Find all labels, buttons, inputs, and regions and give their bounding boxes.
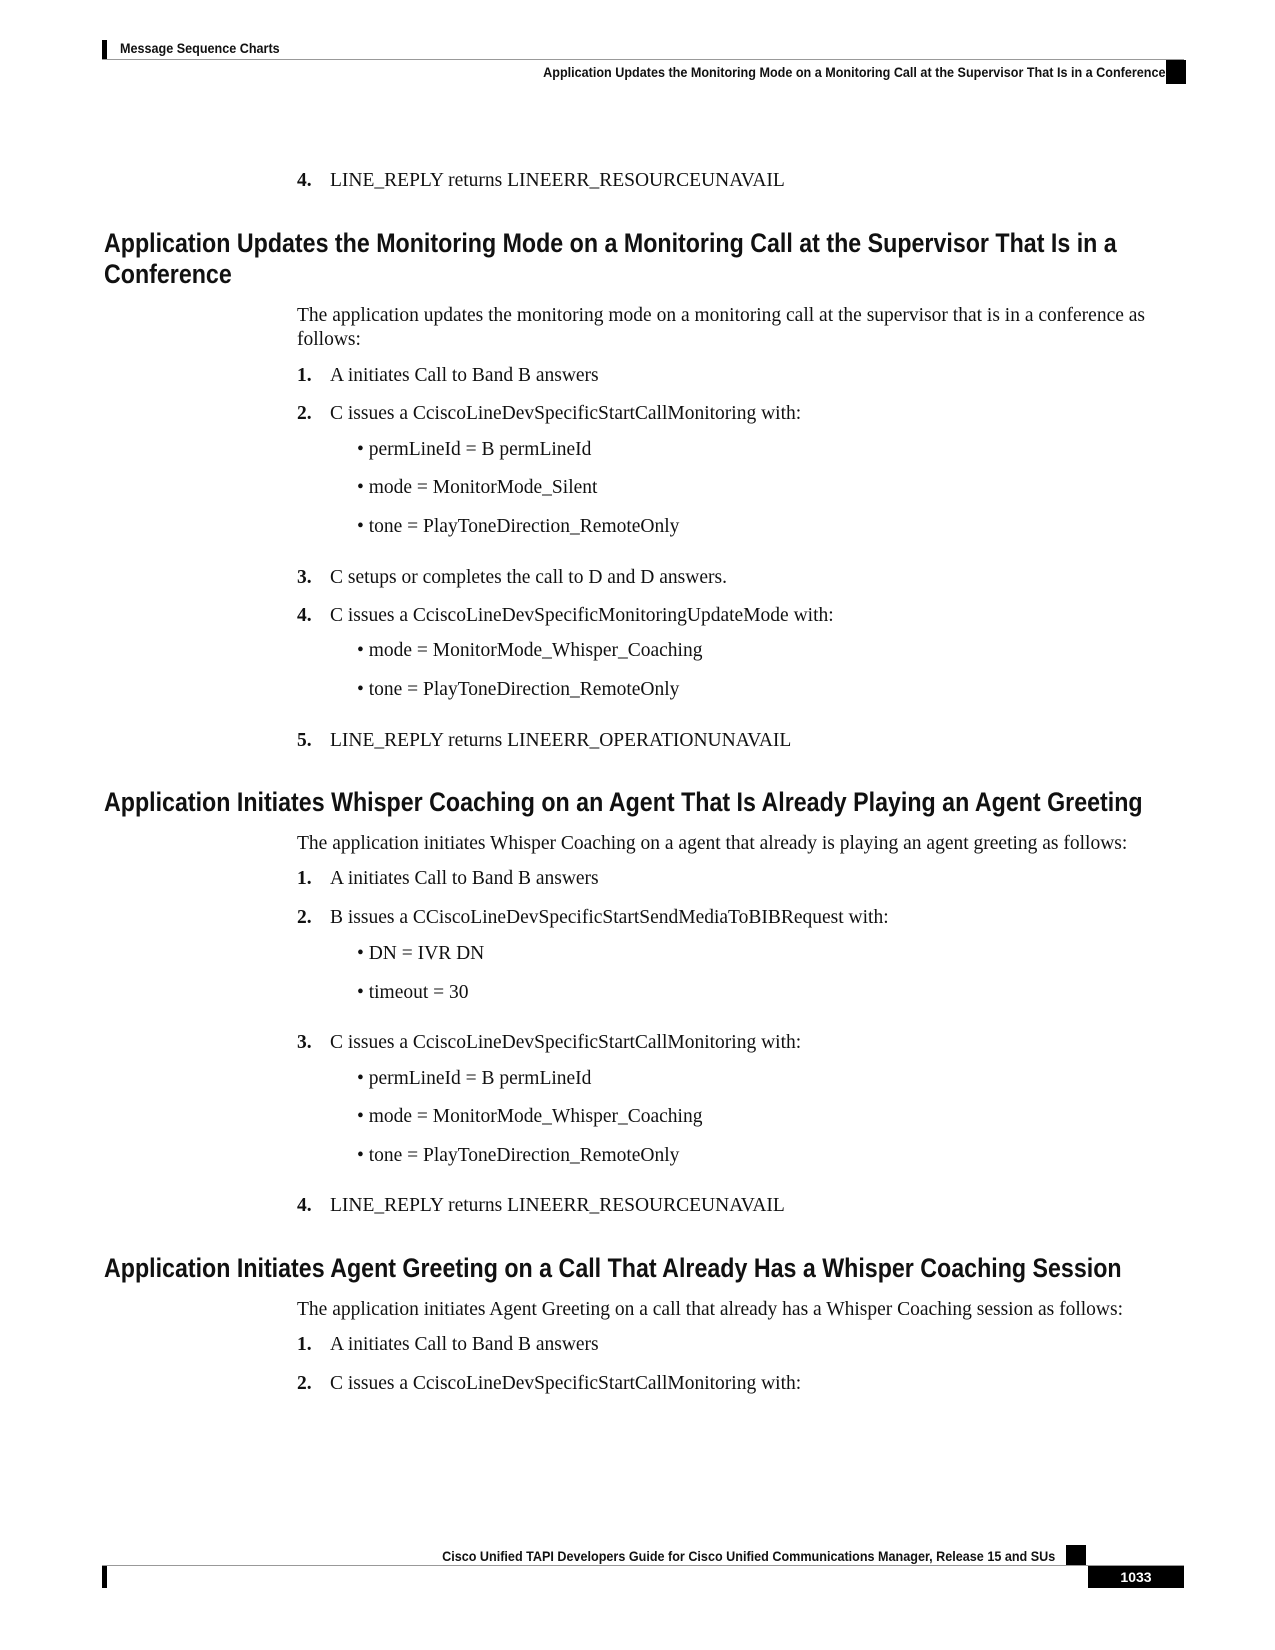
bullet-item: • tone = PlayToneDirection_RemoteOnly <box>357 516 680 537</box>
step-text: C issues a CciscoLineDevSpecificMonitoringUpdateMode with: <box>330 605 834 626</box>
footer-guide-title: Cisco Unified TAPI Developers Guide for Cisco Unified Communications Manager, Release 15 and SUs <box>441 1548 1055 1564</box>
step-number: 3. <box>297 567 312 588</box>
header-section-title: Application Updates the Monitoring Mode on a Monitoring Call at the Supervisor That Is in a Conference <box>542 64 1165 80</box>
bullet-item: • permLineId = B permLineId <box>357 439 592 460</box>
step-text: A initiates Call to Band B answers <box>330 1334 599 1355</box>
step-text: C issues a CciscoLineDevSpecificStartCallMonitoring with: <box>330 403 802 424</box>
step-number: 2. <box>297 907 312 928</box>
section-heading: Application Initiates Whisper Coaching on an Agent That Is Already Playing an Agent Greeting <box>104 787 1143 817</box>
list-item <box>297 866 599 891</box>
step-number: 4. <box>297 170 312 191</box>
step-number: 2. <box>297 403 312 424</box>
step-number: 1. <box>297 365 312 386</box>
list-item <box>297 1371 801 1396</box>
step-text: A initiates Call to Band B answers <box>330 868 599 889</box>
bullet-item: • mode = MonitorMode_Silent <box>357 477 598 498</box>
step-number: 1. <box>297 868 312 889</box>
section-heading-continued: Conference <box>104 259 232 289</box>
step-number: 5. <box>297 730 312 751</box>
step-number: 1. <box>297 1334 312 1355</box>
bullet-item: • timeout = 30 <box>357 982 469 1003</box>
step-text: C issues a CciscoLineDevSpecificStartCallMonitoring with: <box>330 1032 802 1053</box>
list-item <box>297 168 785 193</box>
list-item <box>297 363 599 388</box>
list-item <box>297 1030 801 1055</box>
footer-left-bar <box>102 1566 107 1588</box>
step-text: C issues a CciscoLineDevSpecificStartCallMonitoring with: <box>330 1373 802 1394</box>
bullet-item: • mode = MonitorMode_Whisper_Coaching <box>357 640 703 661</box>
section-intro: The application updates the monitoring mode on a monitoring call at the supervisor that is in a conference as <box>297 305 1146 326</box>
step-number: 2. <box>297 1373 312 1394</box>
page-number: 1033 <box>1088 1566 1184 1588</box>
list-item <box>297 401 801 426</box>
footer-block <box>1066 1545 1086 1565</box>
bullet-item: • permLineId = B permLineId <box>357 1068 592 1089</box>
header-rule <box>102 59 1184 60</box>
list-item <box>297 1332 599 1357</box>
bullet-item: • DN = IVR DN <box>357 943 485 964</box>
step-text: A initiates Call to Band B answers <box>330 365 599 386</box>
section-heading: Application Initiates Agent Greeting on a Call That Already Has a Whisper Coaching Session <box>104 1253 1122 1283</box>
bullet-item: • tone = PlayToneDirection_RemoteOnly <box>357 679 680 700</box>
footer-rule <box>102 1565 1184 1566</box>
header-left-bar <box>102 40 107 60</box>
list-item <box>297 728 791 753</box>
step-text: B issues a CCiscoLineDevSpecificStartSendMediaToBIBRequest with: <box>330 907 889 928</box>
section-heading: Application Updates the Monitoring Mode on a Monitoring Call at the Supervisor That Is in a <box>104 228 1117 258</box>
section-intro: The application initiates Agent Greeting on a call that already has a Whisper Coaching session as follows: <box>297 1299 1123 1320</box>
step-number: 4. <box>297 1195 312 1216</box>
step-text: LINE_REPLY returns LINEERR_OPERATIONUNAVAIL <box>330 730 792 751</box>
header-right-block <box>1166 60 1186 84</box>
step-text: LINE_REPLY returns LINEERR_RESOURCEUNAVAIL <box>330 170 785 191</box>
bullet-item: • tone = PlayToneDirection_RemoteOnly <box>357 1145 680 1166</box>
step-number: 4. <box>297 605 312 626</box>
header-chapter-title: Message Sequence Charts <box>120 40 280 56</box>
step-number: 3. <box>297 1032 312 1053</box>
list-item <box>297 603 834 628</box>
list-item <box>297 565 727 590</box>
step-text: C setups or completes the call to D and D answers. <box>330 567 727 588</box>
bullet-item: • mode = MonitorMode_Whisper_Coaching <box>357 1106 703 1127</box>
list-item <box>297 905 889 930</box>
section-intro: The application initiates Whisper Coaching on a agent that already is playing an agent greeting as follows: <box>297 833 1128 854</box>
step-text: LINE_REPLY returns LINEERR_RESOURCEUNAVAIL <box>330 1195 785 1216</box>
list-item <box>297 1193 785 1218</box>
section-intro-continued: follows: <box>297 329 361 350</box>
